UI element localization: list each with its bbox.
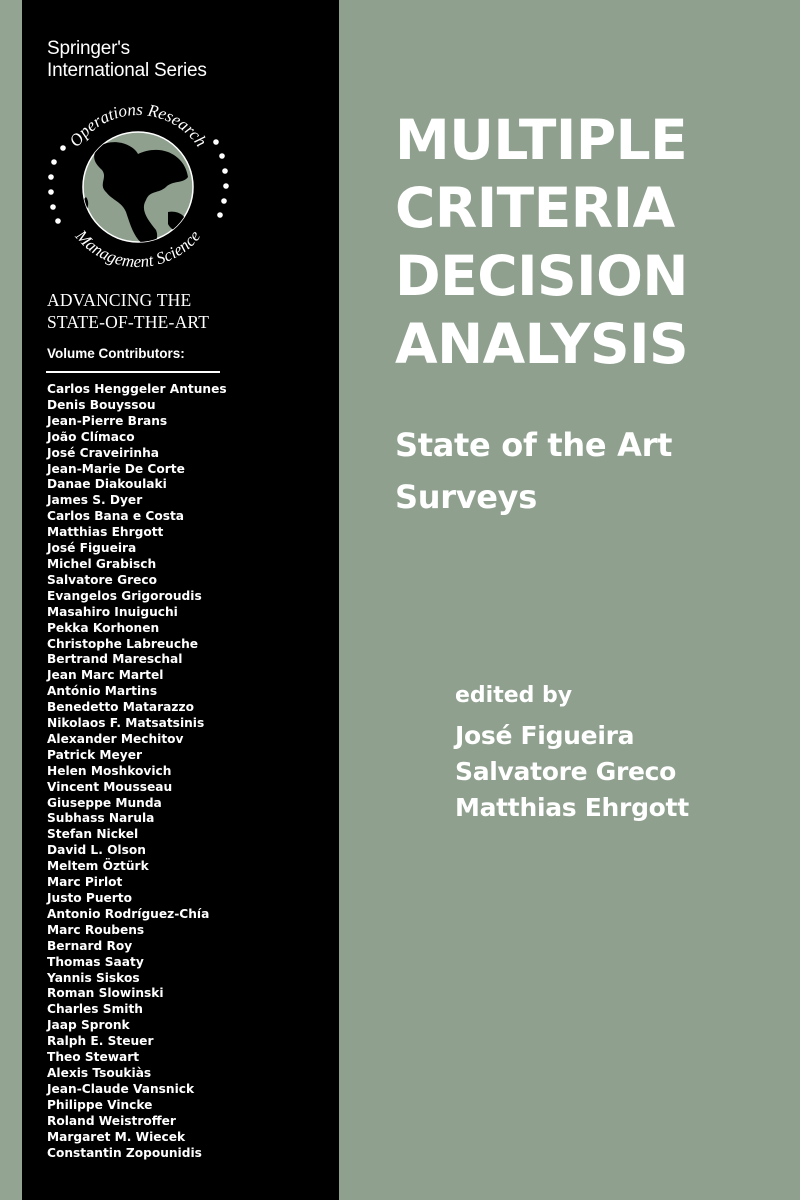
contributor-name: Patrick Meyer [47, 747, 143, 762]
contributor-name: Meltem Öztürk [47, 859, 149, 874]
book-title-line-2: CRITERIA [395, 176, 675, 240]
contributor-name: Vincent Mousseau [47, 779, 173, 794]
contributor-name: Constantin Zopounidis [47, 1145, 202, 1160]
contributor-name: Matthias Ehrgott [47, 525, 164, 540]
contributor-name: Evangelos Grigoroudis [47, 588, 202, 603]
contributor-name: Marc Roubens [47, 922, 145, 937]
contributor-name: Alexis Tsoukiàs [47, 1065, 152, 1080]
globe-emblem-icon [38, 92, 238, 282]
series-name-line-1: Springer's [47, 38, 130, 59]
contributor-name: Denis Bouyssou [47, 397, 156, 412]
series-tagline-line-1: ADVANCING THE [47, 290, 192, 310]
contributor-name: Thomas Saaty [47, 954, 144, 969]
contributor-name: Michel Grabisch [47, 556, 157, 571]
contributor-name: Jean-Marie De Corte [47, 461, 185, 476]
contributors-divider [46, 371, 220, 373]
contributor-name: Helen Moshkovich [47, 763, 172, 778]
contributor-name: Danae Diakoulaki [47, 477, 167, 492]
contributor-name: Charles Smith [47, 1002, 143, 1017]
emblem-text-top: Operations Research [65, 99, 211, 151]
contributor-name: David L. Olson [47, 843, 146, 858]
book-subtitle-line-1: State of the Art [395, 426, 673, 464]
book-title-line-3: DECISION [395, 244, 688, 308]
contributor-name: Ralph E. Steuer [47, 1034, 154, 1049]
editor-name: Matthias Ehrgott [455, 793, 689, 822]
series-sidebar [22, 0, 339, 1200]
contributor-name: Christophe Labreuche [47, 636, 199, 651]
series-name-line-2: International Series [47, 60, 207, 81]
contributor-name: James S. Dyer [47, 493, 143, 508]
contributor-name: Alexander Mechitov [47, 731, 184, 746]
series-tagline-line-2: STATE-OF-THE-ART [47, 312, 210, 332]
contributor-name: Philippe Vincke [47, 1097, 153, 1112]
book-title-line-4: ANALYSIS [395, 312, 689, 376]
contributor-name: João Clímaco [47, 429, 135, 444]
contributor-name: Margaret M. Wiecek [47, 1129, 186, 1144]
contributors-heading: Volume Contributors: [47, 346, 185, 361]
contributor-name: Antonio Rodríguez-Chía [47, 906, 210, 921]
contributor-name: Jean Marc Martel [47, 668, 164, 683]
contributor-name: Jean-Pierre Brans [47, 413, 168, 428]
contributor-name: Jaap Spronk [47, 1018, 130, 1033]
contributor-name: José Figueira [47, 541, 137, 556]
emblem-text-bottom: Management Science [71, 226, 205, 272]
edited-by-label: edited by [455, 683, 573, 708]
editors-list [455, 718, 689, 826]
contributor-name: José Craveirinha [47, 445, 160, 460]
series-name [47, 38, 207, 82]
contributor-name: Carlos Bana e Costa [47, 509, 185, 524]
contributor-name: António Martins [47, 684, 158, 699]
book-subtitle [395, 419, 672, 523]
contributor-name: Benedetto Matarazzo [47, 700, 194, 715]
contributor-name: Giuseppe Munda [47, 795, 162, 810]
book-subtitle-line-2: Surveys [395, 478, 537, 516]
book-title [395, 106, 688, 378]
cover-edge-strip [0, 0, 22, 1200]
book-title-line-1: MULTIPLE [395, 108, 688, 172]
contributor-name: Jean-Claude Vansnick [47, 1081, 195, 1096]
contributor-name: Marc Pirlot [47, 875, 123, 890]
contributor-name: Yannis Siskos [47, 970, 140, 985]
contributor-name: Theo Stewart [47, 1050, 140, 1065]
contributor-name: Stefan Nickel [47, 827, 139, 842]
contributor-name: Carlos Henggeler Antunes [47, 382, 227, 396]
series-tagline [47, 289, 209, 333]
editor-name: José Figueira [455, 721, 635, 750]
contributor-name: Roland Weistroffer [47, 1113, 176, 1128]
contributor-name: Subhass Narula [47, 811, 155, 826]
contributor-name: Masahiro Inuiguchi [47, 604, 178, 619]
contributor-name: Bertrand Mareschal [47, 652, 183, 667]
contributor-name: Salvatore Greco [47, 572, 157, 587]
contributor-name: Roman Slowinski [47, 986, 164, 1001]
contributor-name: Pekka Korhonen [47, 620, 160, 635]
contributor-name: Nikolaos F. Matsatsinis [47, 716, 205, 731]
contributors-list [47, 382, 227, 1161]
contributor-name: Justo Puerto [47, 891, 132, 905]
contributor-name: Bernard Roy [47, 938, 133, 953]
editor-name: Salvatore Greco [455, 757, 677, 786]
